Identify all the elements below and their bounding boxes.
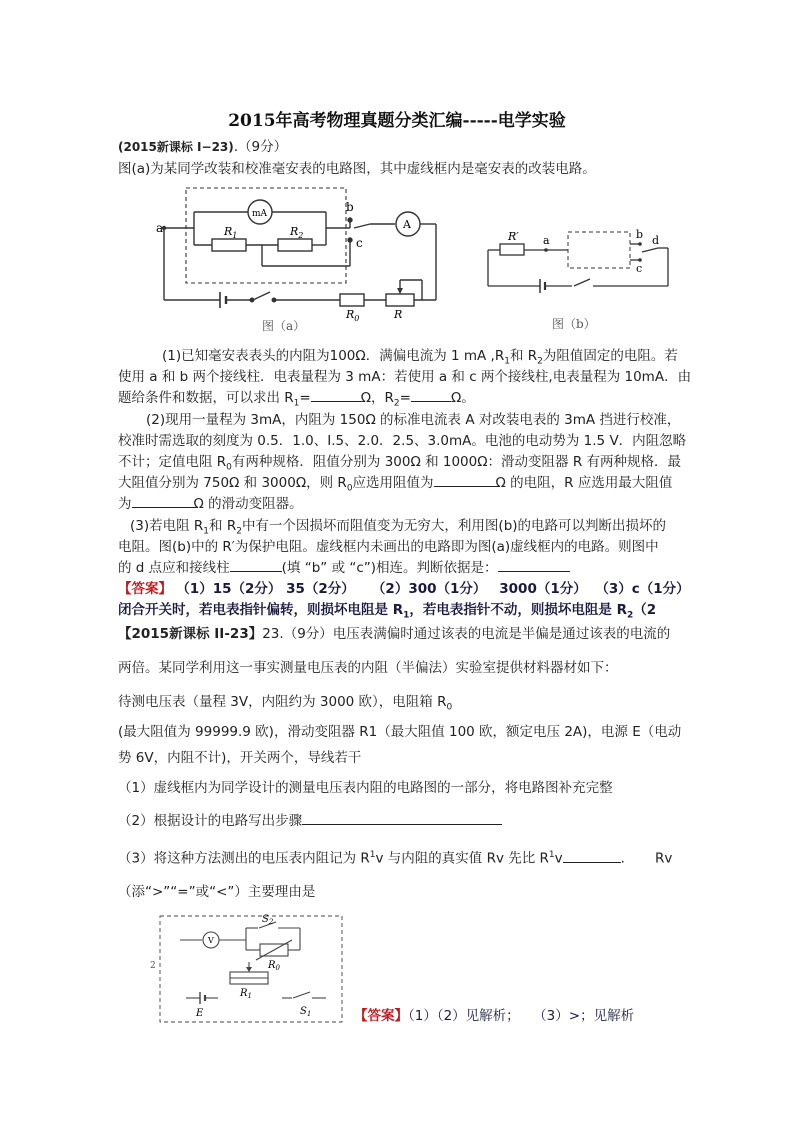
label-r-prime: R′ bbox=[508, 230, 519, 243]
q1-p1-line2: 使用 a 和 b 两个接线柱．电表量程为 3 mA：若使用 a 和 c 两个接线柱,电表量程为 10mA．由 bbox=[118, 369, 692, 385]
label-a: a bbox=[156, 221, 164, 235]
resistor-r0 bbox=[340, 294, 364, 306]
label-b-b: b bbox=[636, 228, 644, 241]
answer-blank[interactable] bbox=[311, 389, 361, 402]
label-b-c: c bbox=[636, 262, 643, 275]
label-b-d: d bbox=[652, 234, 660, 247]
label-voltmeter: V bbox=[208, 936, 214, 945]
q1-p1-line3: 题给条件和数据，可以求出 $R_1= \Omega$，$R_2= \Omega$。 bbox=[118, 390, 475, 409]
q1-p2-line5: 为 Ω 的滑动变阻器。 bbox=[118, 496, 303, 512]
label-rheostat: R bbox=[394, 308, 403, 321]
label-r2: R bbox=[290, 225, 299, 238]
label-ma: mA bbox=[252, 209, 268, 219]
q2-line6: （1）虚线框内为同学设计的测量电压表内阻的电路图的一部分，将电路图补充完整 bbox=[118, 780, 613, 796]
label-margin-2: 2 bbox=[150, 961, 156, 971]
svg-text:S1: $S_1$ bbox=[300, 1006, 312, 1018]
q1-answer-line1: 【答案】 （1）15（2分） 35（2分） （2）300（1分） 3000（1分） （3）c（1分） bbox=[118, 581, 690, 597]
dashed-box-q2 bbox=[160, 916, 342, 1022]
svg-text:R0: $R_0$ bbox=[268, 960, 280, 972]
q2-line8: （3）将这种方法测出的电压表内阻记为 $R^1v$ 与内阻的真实值 Rv 先比 $R^1v$ . Rv bbox=[118, 850, 673, 867]
resistor-r1 bbox=[212, 239, 246, 251]
answer-blank[interactable] bbox=[498, 559, 570, 572]
q2-answer: 【答案】（1）（2）见解析； （3）>；见解析 bbox=[354, 1008, 635, 1024]
svg-text:R2: $R_2$ bbox=[290, 225, 304, 240]
q2-line9: （添“>”“=”或“<”）主要理由是 bbox=[118, 884, 316, 900]
svg-text:R1: $R_1$ bbox=[240, 988, 252, 1000]
q1-intro: 图(a)为某同学改装和校准毫安表的电路图，其中虚线框内是毫安表的改装电路。 bbox=[118, 161, 596, 177]
resistor-r-prime bbox=[500, 244, 524, 255]
svg-text:S2: $S_2$ bbox=[262, 914, 274, 926]
figure-a bbox=[150, 180, 450, 338]
q1-source: (2015新课标 I−23) bbox=[118, 140, 234, 154]
figure-b-caption: 图（b） bbox=[552, 317, 596, 331]
q1-p3-line3: 的 d 点应和接线柱 (填 “b” 或 “c”)相连。判断依据是： bbox=[118, 559, 570, 577]
q2-line3: 待测电压表（量程 3V，内阻约为 3000 欧），电阻箱 $R_0$ bbox=[118, 694, 453, 713]
q2-source: 【2015新课标 II-23】 bbox=[118, 626, 263, 642]
q2-line4: (最大阻值为 99999.9 欧)，滑动变阻器 R1（最大阻值 100 欧，额定电压 2A)，电源 E（电动 bbox=[118, 724, 682, 740]
q1-header bbox=[118, 138, 287, 156]
label-s1: S bbox=[300, 1006, 307, 1017]
svg-text:R0: $R_0$ bbox=[346, 308, 360, 323]
rheostat-r bbox=[386, 294, 414, 306]
q1-points: .（9分） bbox=[233, 139, 288, 155]
q1-p2-line2: 校准时需选取的刻度为 0.5．1.0、I.5、2.0．2.5、3.0mA。电池的电动势为 1.5 V．内阻忽略 bbox=[118, 433, 687, 449]
answer-blank[interactable] bbox=[302, 812, 502, 825]
q2-line1: 【2015新课标 II-23】23.（9分）电压表满偏时通过该表的电流是半偏是通过该表的电流的 bbox=[118, 626, 671, 642]
answer-blank[interactable] bbox=[230, 559, 282, 572]
figure-a-caption: 图（a） bbox=[262, 319, 306, 333]
q1-answer-line2: 闭合开关时，若电表指针偏转，则损坏电阻是 $R_1$，若电表指针不动，则损坏电阻是 $R_2(2$ bbox=[118, 602, 657, 621]
answer-blank[interactable] bbox=[434, 474, 496, 487]
label-b-a: a bbox=[543, 234, 550, 247]
q1-p2-line4: 大阻值分别为 750Ω 和 3000Ω，则 $R_0$应选用阻值为 Ω 的电阻，R 应选用最大阻值 bbox=[118, 475, 673, 494]
q1-p3-line1: (3)若电阻 $R_1$和 $R_2$中有一个因损坏而阻值变为无穷大，利用图(b)的电路可以判断出损坏的 bbox=[130, 518, 667, 537]
q1-p3-line2: 电阻。图(b)中的 R′为保护电阻。虚线框内未画出的电路即为图(a)虚线框内的电路。则图中 bbox=[118, 539, 659, 555]
label-b: b bbox=[346, 200, 354, 214]
q2-line5: 势 6V，内阻不计)，开关两个，导线若干 bbox=[118, 750, 362, 766]
resistor-r2 bbox=[278, 239, 312, 251]
label-c: c bbox=[356, 236, 363, 250]
svg-text:R1: $R_1$ bbox=[224, 225, 238, 240]
label-ammeter: A bbox=[403, 218, 411, 231]
q1-p2-line3: 不计；定值电阻 $R_0$有两种规格．阻值分别为 300Ω 和 1000Ω：滑动变阻器 R 有两种规格．最 bbox=[118, 454, 681, 473]
q2-line7: （2）根据设计的电路写出步骤 bbox=[118, 812, 502, 830]
answer-label: 【答案】 bbox=[354, 1008, 408, 1024]
label-r1: R bbox=[224, 225, 233, 238]
label-s2: S bbox=[262, 914, 269, 925]
dashed-box-b bbox=[568, 232, 630, 268]
answer-blank[interactable] bbox=[563, 850, 621, 863]
figure-q2 bbox=[150, 908, 350, 1026]
q1-p2-line1: (2)现用一量程为 3mA，内阻为 150Ω 的标准电流表 A 对改装电表的 3mA 挡进行校准， bbox=[146, 412, 681, 428]
label-r1-q2: R bbox=[240, 988, 248, 999]
label-e: E bbox=[196, 1008, 204, 1019]
q2-line2: 两倍。某同学利用这一事实测量电压表的内阻（半偏法）实验室提供材料器材如下： bbox=[118, 660, 618, 676]
answer-label: 【答案】 bbox=[118, 581, 172, 597]
label-r0-q2: R bbox=[268, 960, 276, 971]
page-title: 2015年高考物理真题分类汇编-----电学实验 bbox=[228, 111, 566, 131]
answer-blank[interactable] bbox=[132, 495, 194, 508]
label-r0: R bbox=[346, 308, 355, 321]
figure-b bbox=[480, 222, 680, 337]
q1-p1-line1: (1)已知毫安表表头的内阻为100Ω．满偏电流为 1 mA $,R_1$和 $R_2$为阻值固定的电阻。若 bbox=[162, 348, 678, 367]
answer-blank[interactable] bbox=[411, 389, 451, 402]
